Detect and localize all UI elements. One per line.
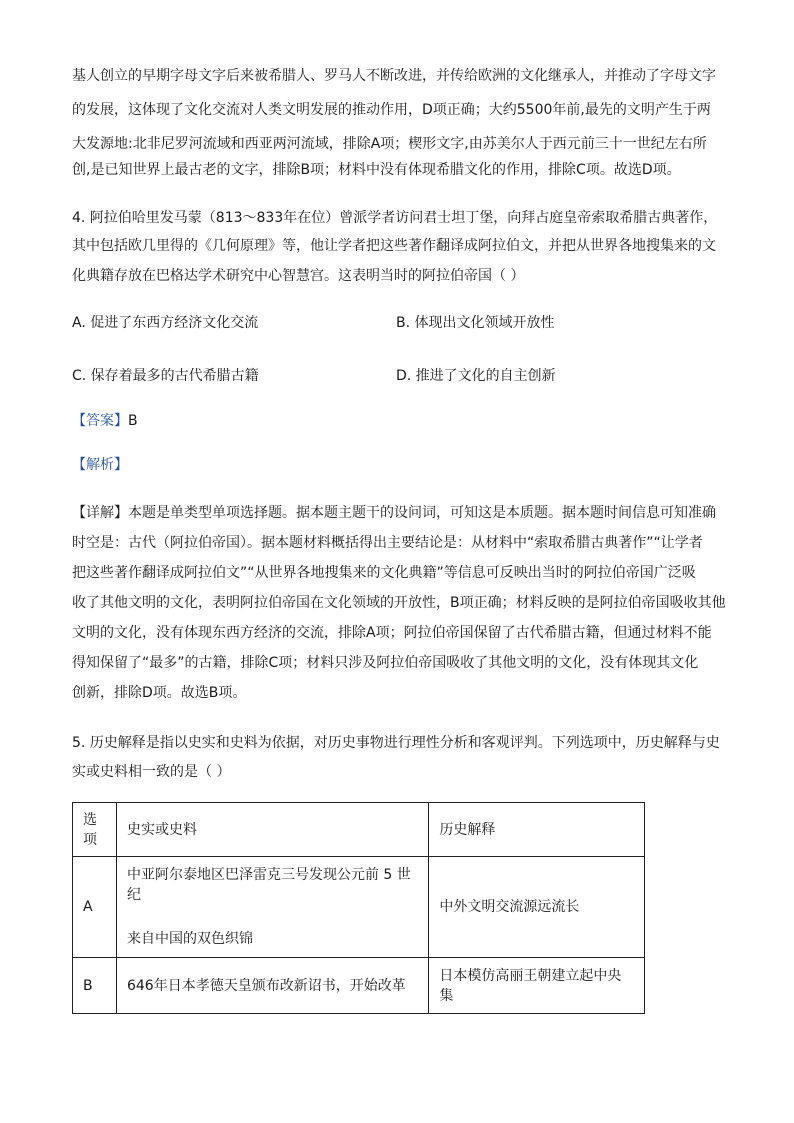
- answer-value: B: [128, 413, 138, 429]
- option-cell: B: [73, 958, 117, 1014]
- option-d: D. 推进了文化的自主创新: [396, 368, 556, 384]
- text-line: 大发源地:北非尼罗河流域和西亚两河流域，排除A项；楔形文字,由苏美尔人于西元前三十一世纪左右所: [72, 136, 707, 152]
- question-5-line: 5. 历史解释是指以史实和史料为依据，对历史事物进行理性分析和客观评判。下列选项中，历史解释与史: [72, 735, 720, 751]
- text-line: 基人创立的早期字母文字后来被希腊人、罗马人不断改进，并传给欧洲的文化继承人，并推动了字母文字: [72, 68, 716, 84]
- detail-line: 把这些著作翻译成阿拉伯文”“从世界各地搜集来的文化典籍”等信息可反映出当时的阿拉伯帝国广泛吸: [72, 565, 696, 581]
- fact-text: 中亚阿尔泰地区巴泽雷克三号发现公元前 5 世纪: [126, 867, 411, 903]
- header-cell: 史实或史料: [116, 803, 428, 857]
- interpretation-cell: 日本模仿高丽王朝建立起中央集: [429, 958, 645, 1014]
- detail-line: 得知保留了“最多”的古籍，排除C项；材料只涉及阿拉伯帝国吸收了其他文明的文化，没有体现其文化: [72, 655, 699, 671]
- answer-tag: 【答案】: [72, 413, 128, 429]
- detail-text: 本题是单类型单项选择题。据本题主题干的设问词，可知这是本质题。据本题时间信息可知准确: [128, 505, 716, 521]
- option-cell: A: [73, 857, 117, 958]
- analysis-tag: 【解析】: [72, 457, 128, 473]
- detail-line: 创新，排除D项。故选B项。: [72, 685, 247, 701]
- option-c: C. 保存着最多的古代希腊古籍: [72, 368, 259, 384]
- option-b: B. 体现出文化领域开放性: [396, 315, 555, 331]
- fact-cell: [116, 857, 428, 958]
- text-line: 的发展，这体现了文化交流对人类文明发展的推动作用，D项正确；大约5500年前,最先的文明产生于两: [72, 102, 711, 118]
- detail-line: 收了其他文明的文化，表明阿拉伯帝国在文化领域的开放性，B项正确；材料反映的是阿拉伯帝国吸收其他: [72, 595, 726, 611]
- question-4-line: 4. 阿拉伯哈里发马蒙（813～833年在位）曾派学者访问君士坦丁堡，向拜占庭皇帝索取希腊古典著作，: [72, 210, 718, 226]
- table-header-row: [73, 803, 645, 857]
- detail-line: [72, 503, 716, 523]
- text-line: 创,是已知世界上最古老的文字，排除B项；材料中没有体现希腊文化的作用，排除C项。故选D项。: [72, 162, 681, 178]
- fact-text: 来自中国的双色织锦: [126, 931, 253, 947]
- history-table: [72, 802, 645, 1014]
- table-row: [73, 958, 645, 1014]
- question-4-line: 其中包括欧几里得的《几何原理》等，他让学者把这些著作翻译成阿拉伯文，并把从世界各地搜集来的文: [72, 238, 716, 254]
- detail-line: 文明的文化，没有体现东西方经济的交流，排除A项；阿拉伯帝国保留了古代希腊古籍，但通过材料不能: [72, 625, 712, 641]
- interpretation-cell: 中外文明交流源远流长: [429, 857, 645, 958]
- header-cell: 历史解释: [429, 803, 645, 857]
- table-row: [73, 857, 645, 958]
- detail-tag: 【详解】: [72, 505, 128, 521]
- question-4-line: 化典籍存放在巴格达学术研究中心智慧宫。这表明当时的阿拉伯帝国（ ）: [72, 268, 525, 284]
- analysis-line: [72, 455, 128, 475]
- detail-line: 时空是：古代（阿拉伯帝国）。据本题材料概括得出主要结论是：从材料中“索取希腊古典著作”“让学者: [72, 535, 703, 551]
- option-a: A. 促进了东西方经济文化交流: [72, 315, 259, 331]
- header-cell: 选项: [73, 803, 117, 857]
- fact-cell: 646年日本孝德天皇颁布改新诏书，开始改革: [116, 958, 428, 1014]
- question-5-line: 实或史料相一致的是（ ）: [72, 764, 231, 780]
- answer-line: [72, 411, 138, 431]
